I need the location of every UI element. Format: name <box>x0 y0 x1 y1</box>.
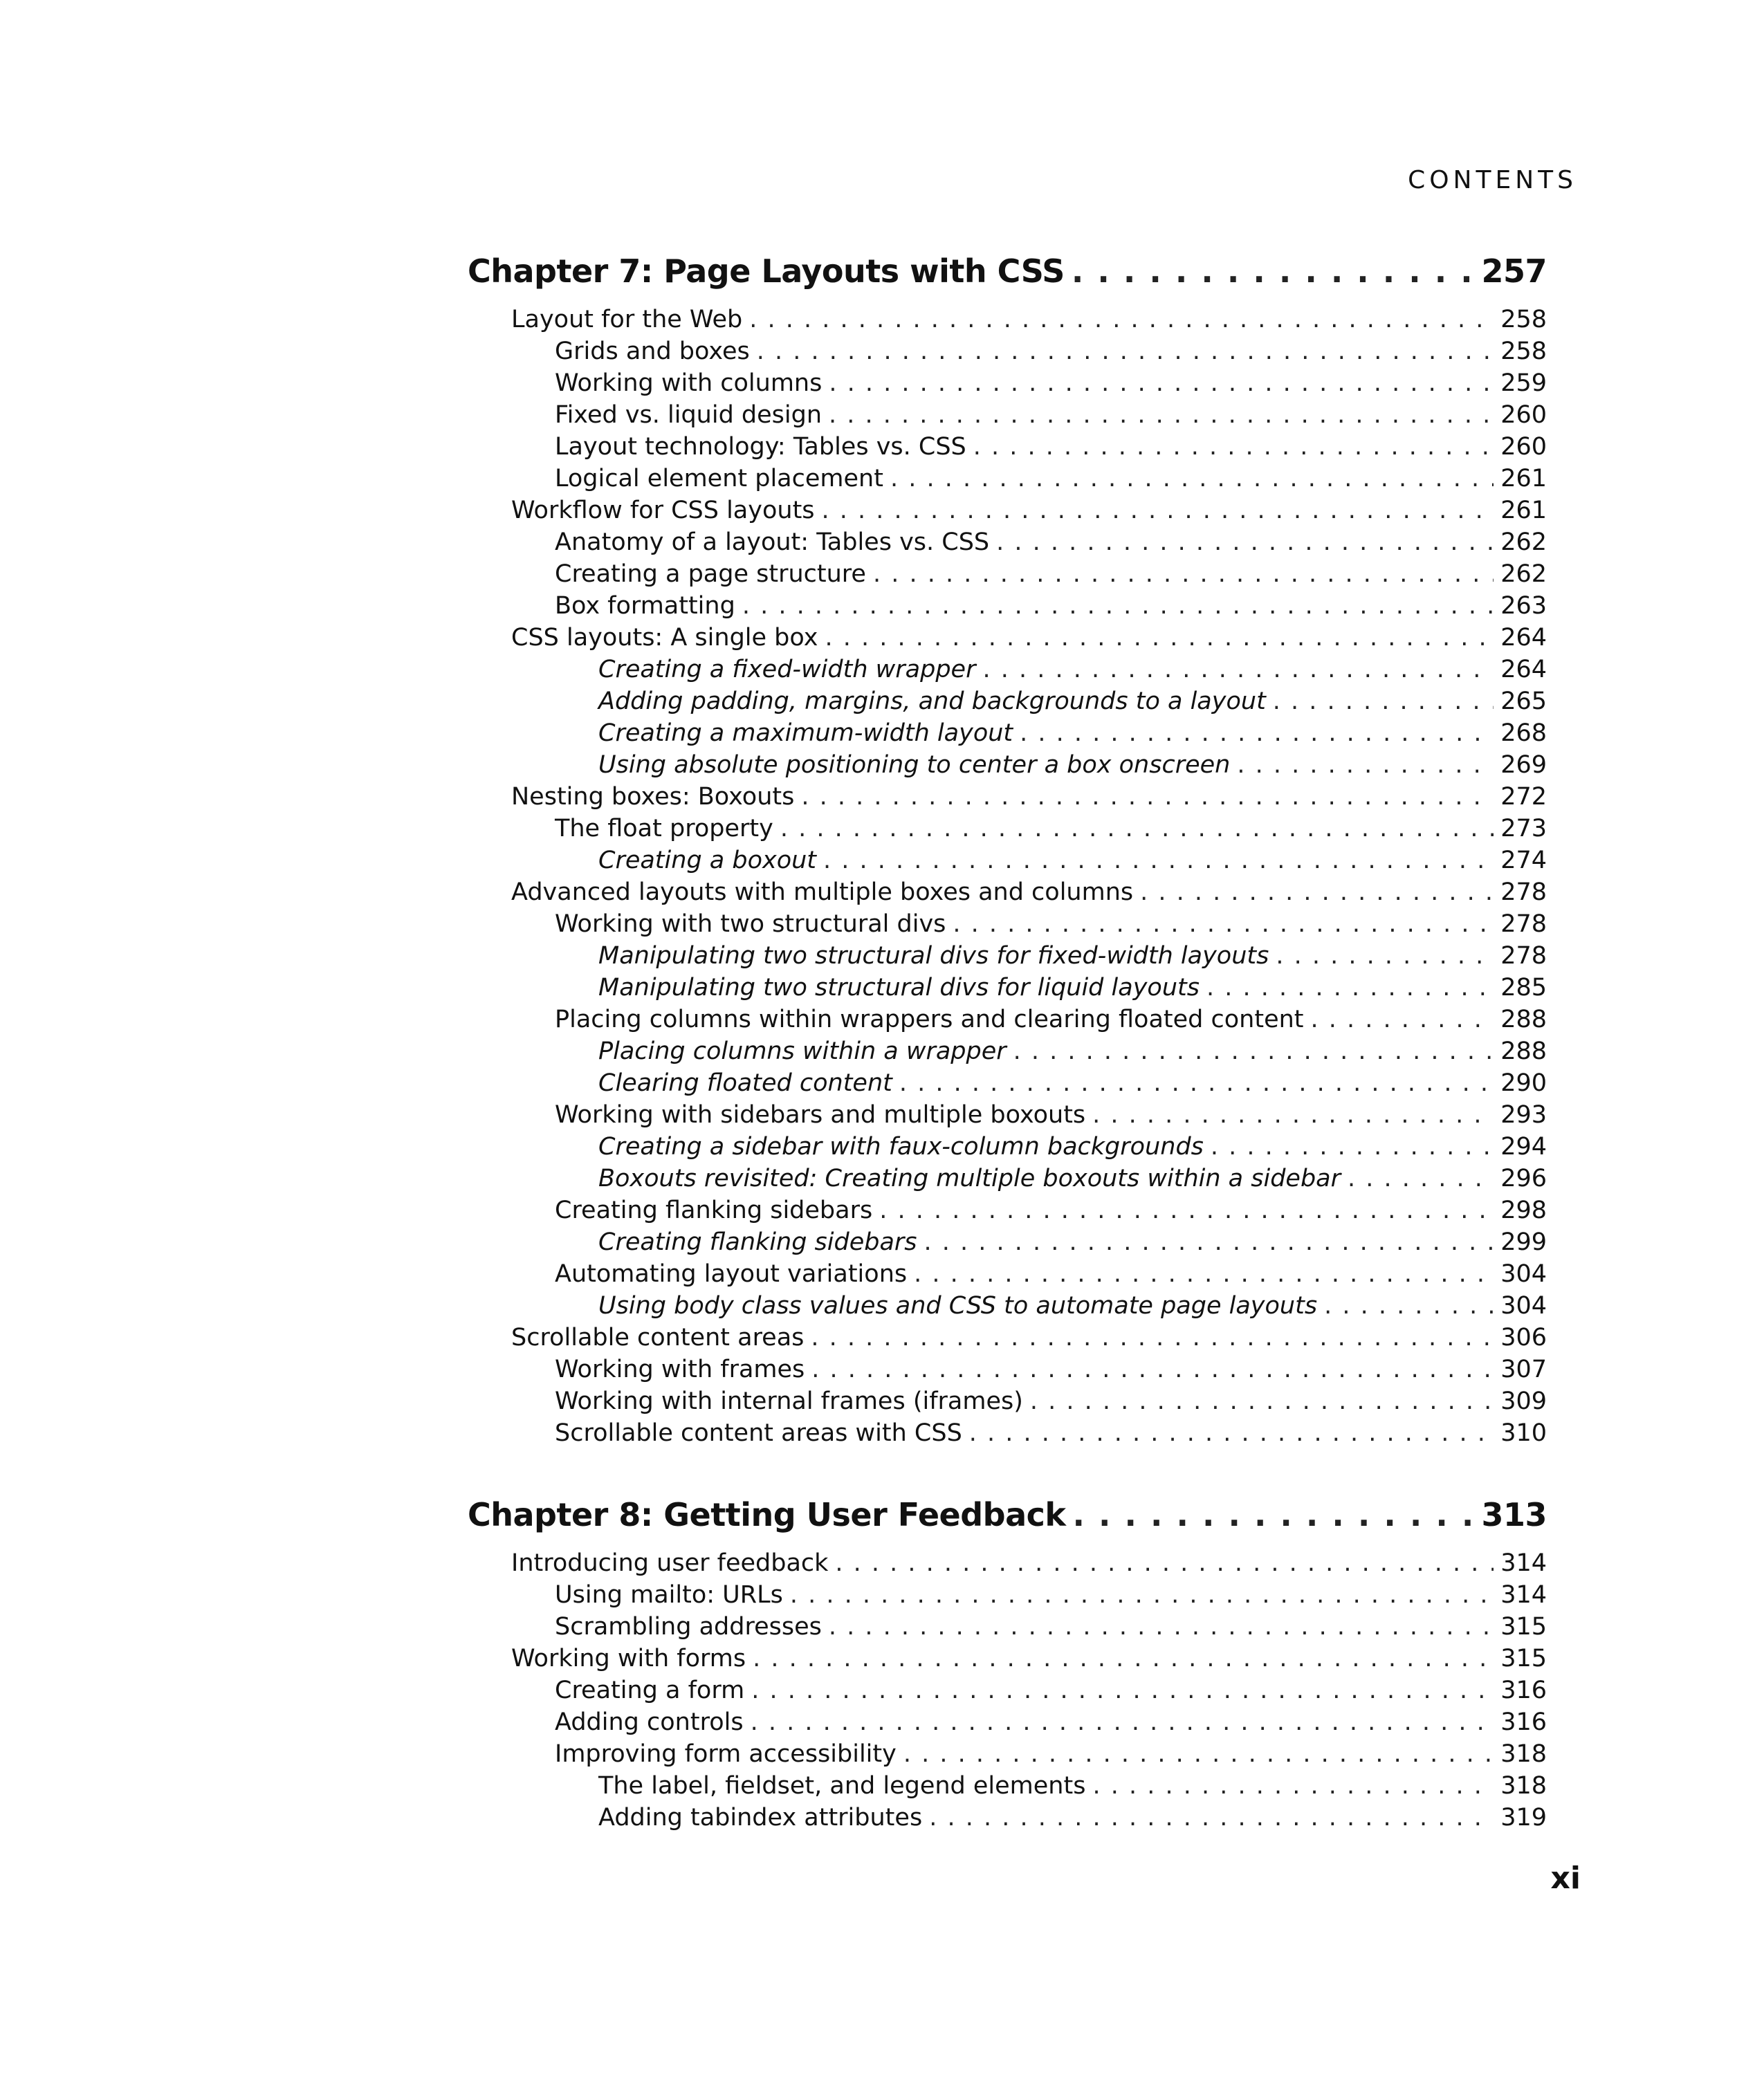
toc-entry-page-number: 259 <box>1500 369 1547 397</box>
toc-entry[interactable] <box>468 1611 1547 1643</box>
toc-entry-page-number: 310 <box>1500 1419 1547 1447</box>
toc-entry-page-number: 298 <box>1500 1197 1547 1224</box>
toc-entry-page-number: 260 <box>1500 401 1547 429</box>
toc-entry-page-number: 307 <box>1500 1356 1547 1383</box>
chapter-title: Chapter 8: Getting User Feedback <box>468 1496 1066 1533</box>
toc-entry-page-number: 304 <box>1500 1260 1547 1288</box>
toc-entry-page-number: 262 <box>1500 560 1547 588</box>
toc-entry-page-number: 293 <box>1500 1101 1547 1129</box>
toc-entry-page-number: 294 <box>1500 1133 1547 1161</box>
dot-leader <box>973 431 1494 463</box>
toc-entry-page-number: 318 <box>1500 1772 1547 1800</box>
chapter-entries <box>468 1547 1547 1834</box>
dot-leader <box>1348 1163 1494 1195</box>
toc-entry[interactable] <box>468 972 1547 1004</box>
toc-entry[interactable] <box>468 495 1547 526</box>
toc-entry[interactable] <box>468 1802 1547 1834</box>
toc-entry-page-number: 296 <box>1500 1165 1547 1192</box>
toc-entry[interactable] <box>468 1322 1547 1354</box>
toc-entry-title: Adding padding, margins, and backgrounds to a layout <box>598 688 1266 715</box>
toc-entry[interactable] <box>468 1226 1547 1258</box>
toc-entry[interactable] <box>468 717 1547 749</box>
toc-entry-title: Box formatting <box>555 592 735 620</box>
toc-entry[interactable] <box>468 876 1547 908</box>
toc-entry-page-number: 288 <box>1500 1038 1547 1065</box>
toc-entry-page-number: 265 <box>1500 688 1547 715</box>
toc-entry-page-number: 285 <box>1500 974 1547 1002</box>
toc-entry[interactable] <box>468 1131 1547 1163</box>
dot-leader <box>757 335 1494 367</box>
toc-entry-title: Placing columns within wrappers and clearing floated content <box>555 1006 1304 1033</box>
toc-entry-page-number: 263 <box>1500 592 1547 620</box>
toc-entry[interactable] <box>468 431 1547 463</box>
toc-entry[interactable] <box>468 1035 1547 1067</box>
chapter-page-number: 257 <box>1481 252 1547 290</box>
dot-leader <box>829 399 1494 431</box>
dot-leader <box>982 654 1494 685</box>
toc-entry-page-number: 269 <box>1500 751 1547 779</box>
toc-entry-page-number: 299 <box>1500 1228 1547 1256</box>
toc-entry-title: Fixed vs. liquid design <box>555 401 823 429</box>
toc-entry-title: CSS layouts: A single box <box>511 624 818 652</box>
dot-leader <box>996 526 1494 558</box>
dot-leader <box>1020 717 1494 749</box>
toc-entry-title: Using mailto: URLs <box>555 1581 783 1609</box>
toc-entry-title: Automating layout variations <box>555 1260 908 1288</box>
toc-entry-page-number: 272 <box>1500 783 1547 811</box>
toc-entry[interactable] <box>468 1706 1547 1738</box>
toc-entry[interactable] <box>468 940 1547 972</box>
dot-leader <box>1276 940 1494 972</box>
toc-entry-page-number: 278 <box>1500 878 1547 906</box>
dot-leader <box>1013 1035 1494 1067</box>
toc-entry-title: The label, fieldset, and legend elements <box>598 1772 1086 1800</box>
chapter-block <box>468 246 1547 1449</box>
page-number-folio: xi <box>1550 1861 1581 1896</box>
dot-leader <box>1237 749 1494 781</box>
toc-entry-page-number: 278 <box>1500 910 1547 938</box>
toc-entry-title: Using body class values and CSS to automate page layouts <box>598 1292 1318 1320</box>
dot-leader <box>899 1067 1494 1099</box>
toc-entry-title: Scrambling addresses <box>555 1613 822 1641</box>
dot-leader <box>1206 972 1494 1004</box>
table-of-contents <box>468 246 1547 1834</box>
chapter-heading[interactable] <box>468 246 1547 297</box>
toc-entry-title: Working with columns <box>555 369 823 397</box>
toc-entry-page-number: 258 <box>1500 338 1547 365</box>
toc-entry-title: Creating a form <box>555 1677 745 1704</box>
toc-entry-title: Scrollable content areas <box>511 1324 805 1352</box>
dot-leader <box>969 1417 1494 1449</box>
toc-entry[interactable] <box>468 622 1547 654</box>
toc-entry[interactable] <box>468 304 1547 335</box>
toc-entry-title: Adding controls <box>555 1708 744 1736</box>
toc-entry-page-number: 260 <box>1500 433 1547 461</box>
toc-entry[interactable] <box>468 781 1547 813</box>
toc-entry-title: Working with forms <box>511 1645 746 1672</box>
dot-leader <box>1273 685 1494 717</box>
toc-entry[interactable] <box>468 1004 1547 1035</box>
toc-entry[interactable] <box>468 908 1547 940</box>
toc-entry-title: Layout technology: Tables vs. CSS <box>555 433 966 461</box>
dot-leader <box>1324 1290 1494 1322</box>
chapter-page-number: 313 <box>1481 1496 1547 1533</box>
toc-entry-page-number: 304 <box>1500 1292 1547 1320</box>
dot-leader <box>753 1643 1494 1675</box>
running-head: CONTENTS <box>1408 166 1577 194</box>
toc-entry-title: Manipulating two structural divs for liquid layouts <box>598 974 1200 1002</box>
toc-entry[interactable] <box>468 1675 1547 1706</box>
toc-entry-title: Boxouts revisited: Creating multiple boxouts within a sidebar <box>598 1165 1341 1192</box>
toc-entry-page-number: 314 <box>1500 1581 1547 1609</box>
dot-leader <box>742 590 1494 622</box>
toc-entry-title: Anatomy of a layout: Tables vs. CSS <box>555 528 990 556</box>
toc-entry-title: Layout for the Web <box>511 306 743 333</box>
toc-entry-page-number: 273 <box>1500 815 1547 842</box>
toc-entry-title: Creating a boxout <box>598 847 817 874</box>
chapter-block <box>468 1489 1547 1834</box>
toc-entry-title: Nesting boxes: Boxouts <box>511 783 795 811</box>
dot-leader <box>780 813 1494 845</box>
toc-entry-title: Improving form accessibility <box>555 1740 897 1768</box>
toc-entry[interactable] <box>468 558 1547 590</box>
dot-leader <box>829 1611 1494 1643</box>
toc-entry-page-number: 318 <box>1500 1740 1547 1768</box>
toc-entry-title: Grids and boxes <box>555 338 750 365</box>
toc-entry[interactable] <box>468 654 1547 685</box>
toc-entry-title: Creating a fixed-width wrapper <box>598 656 976 683</box>
dot-leader <box>879 1195 1494 1226</box>
toc-entry-title: Working with sidebars and multiple boxouts <box>555 1101 1086 1129</box>
toc-entry-page-number: 268 <box>1500 719 1547 747</box>
toc-entry-title: Placing columns within a wrapper <box>598 1038 1007 1065</box>
dot-leader <box>1140 876 1494 908</box>
toc-entry-title: Creating flanking sidebars <box>555 1197 873 1224</box>
toc-entry-page-number: 319 <box>1500 1804 1547 1832</box>
toc-entry-page-number: 316 <box>1500 1708 1547 1736</box>
toc-entry-title: Workflow for CSS layouts <box>511 497 815 524</box>
toc-entry[interactable] <box>468 1163 1547 1195</box>
dot-leader <box>823 845 1494 876</box>
dot-leader <box>811 1322 1494 1354</box>
toc-entry-page-number: 290 <box>1500 1069 1547 1097</box>
toc-entry-title: Logical element placement <box>555 465 883 492</box>
toc-entry-title: Working with two structural divs <box>555 910 946 938</box>
toc-entry-title: Creating a maximum-width layout <box>598 719 1013 747</box>
toc-entry[interactable] <box>468 1738 1547 1770</box>
toc-entry[interactable] <box>468 463 1547 495</box>
dot-leader <box>903 1738 1494 1770</box>
dot-leader <box>1030 1385 1494 1417</box>
toc-entry[interactable] <box>468 1547 1547 1579</box>
toc-entry[interactable] <box>468 1417 1547 1449</box>
dot-leader <box>829 367 1494 399</box>
toc-entry[interactable] <box>468 1354 1547 1385</box>
toc-entry-title: Using absolute positioning to center a box onscreen <box>598 751 1231 779</box>
dot-leader <box>751 1706 1494 1738</box>
toc-entry[interactable] <box>468 1643 1547 1675</box>
toc-entry-page-number: 258 <box>1500 306 1547 333</box>
toc-entry-page-number: 314 <box>1500 1549 1547 1577</box>
toc-entry[interactable] <box>468 1579 1547 1611</box>
toc-entry-title: Clearing floated content <box>598 1069 892 1097</box>
toc-entry-title: Manipulating two structural divs for fixed-width layouts <box>598 942 1269 970</box>
dot-leader <box>751 1675 1494 1706</box>
toc-entry[interactable] <box>468 526 1547 558</box>
toc-entry-page-number: 264 <box>1500 624 1547 652</box>
toc-entry-title: Working with internal frames (iframes) <box>555 1387 1023 1415</box>
toc-entry-page-number: 261 <box>1500 465 1547 492</box>
dot-leader <box>953 908 1494 940</box>
toc-entry-title: Working with frames <box>555 1356 805 1383</box>
toc-entry-page-number: 274 <box>1500 847 1547 874</box>
toc-entry-page-number: 261 <box>1500 497 1547 524</box>
chapter-heading[interactable] <box>468 1489 1547 1540</box>
dot-leader <box>811 1354 1494 1385</box>
toc-entry[interactable] <box>468 1258 1547 1290</box>
toc-entry[interactable] <box>468 813 1547 845</box>
toc-entry-title: Creating a page structure <box>555 560 866 588</box>
toc-entry-title: Advanced layouts with multiple boxes and columns <box>511 878 1134 906</box>
dot-leader <box>1072 246 1475 297</box>
toc-entry[interactable] <box>468 685 1547 717</box>
toc-entry[interactable] <box>468 399 1547 431</box>
toc-entry[interactable] <box>468 335 1547 367</box>
toc-entry[interactable] <box>468 1195 1547 1226</box>
toc-entry[interactable] <box>468 367 1547 399</box>
toc-entry-title: Creating a sidebar with faux-column backgrounds <box>598 1133 1204 1161</box>
toc-entry[interactable] <box>468 1385 1547 1417</box>
toc-entry[interactable] <box>468 1290 1547 1322</box>
toc-entry-title: The float property <box>555 815 773 842</box>
dot-leader <box>822 495 1494 526</box>
chapter-entries <box>468 304 1547 1449</box>
dot-leader <box>1073 1489 1475 1540</box>
dot-leader <box>1211 1131 1494 1163</box>
toc-entry-title: Adding tabindex attributes <box>598 1804 923 1832</box>
dot-leader <box>1092 1770 1494 1802</box>
toc-entry[interactable] <box>468 1067 1547 1099</box>
toc-entry-page-number: 316 <box>1500 1677 1547 1704</box>
toc-entry-page-number: 309 <box>1500 1387 1547 1415</box>
dot-leader <box>1092 1099 1494 1131</box>
dot-leader <box>825 622 1494 654</box>
toc-entry-title: Introducing user feedback <box>511 1549 829 1577</box>
toc-entry[interactable] <box>468 590 1547 622</box>
dot-leader <box>801 781 1494 813</box>
dot-leader <box>835 1547 1494 1579</box>
dot-leader <box>790 1579 1494 1611</box>
toc-entry[interactable] <box>468 845 1547 876</box>
toc-entry-page-number: 315 <box>1500 1613 1547 1641</box>
dot-leader <box>924 1226 1494 1258</box>
chapter-title: Chapter 7: Page Layouts with CSS <box>468 252 1065 290</box>
toc-entry[interactable] <box>468 1770 1547 1802</box>
toc-entry-page-number: 306 <box>1500 1324 1547 1352</box>
dot-leader <box>1311 1004 1494 1035</box>
toc-entry[interactable] <box>468 1099 1547 1131</box>
dot-leader <box>873 558 1494 590</box>
toc-entry-title: Scrollable content areas with CSS <box>555 1419 962 1447</box>
toc-entry-page-number: 262 <box>1500 528 1547 556</box>
toc-entry-page-number: 264 <box>1500 656 1547 683</box>
dot-leader <box>914 1258 1494 1290</box>
dot-leader <box>749 304 1494 335</box>
dot-leader <box>929 1802 1494 1834</box>
toc-entry-title: Creating flanking sidebars <box>598 1228 917 1256</box>
toc-entry-page-number: 288 <box>1500 1006 1547 1033</box>
dot-leader <box>890 463 1494 495</box>
toc-entry-page-number: 315 <box>1500 1645 1547 1672</box>
toc-entry[interactable] <box>468 749 1547 781</box>
toc-entry-page-number: 278 <box>1500 942 1547 970</box>
